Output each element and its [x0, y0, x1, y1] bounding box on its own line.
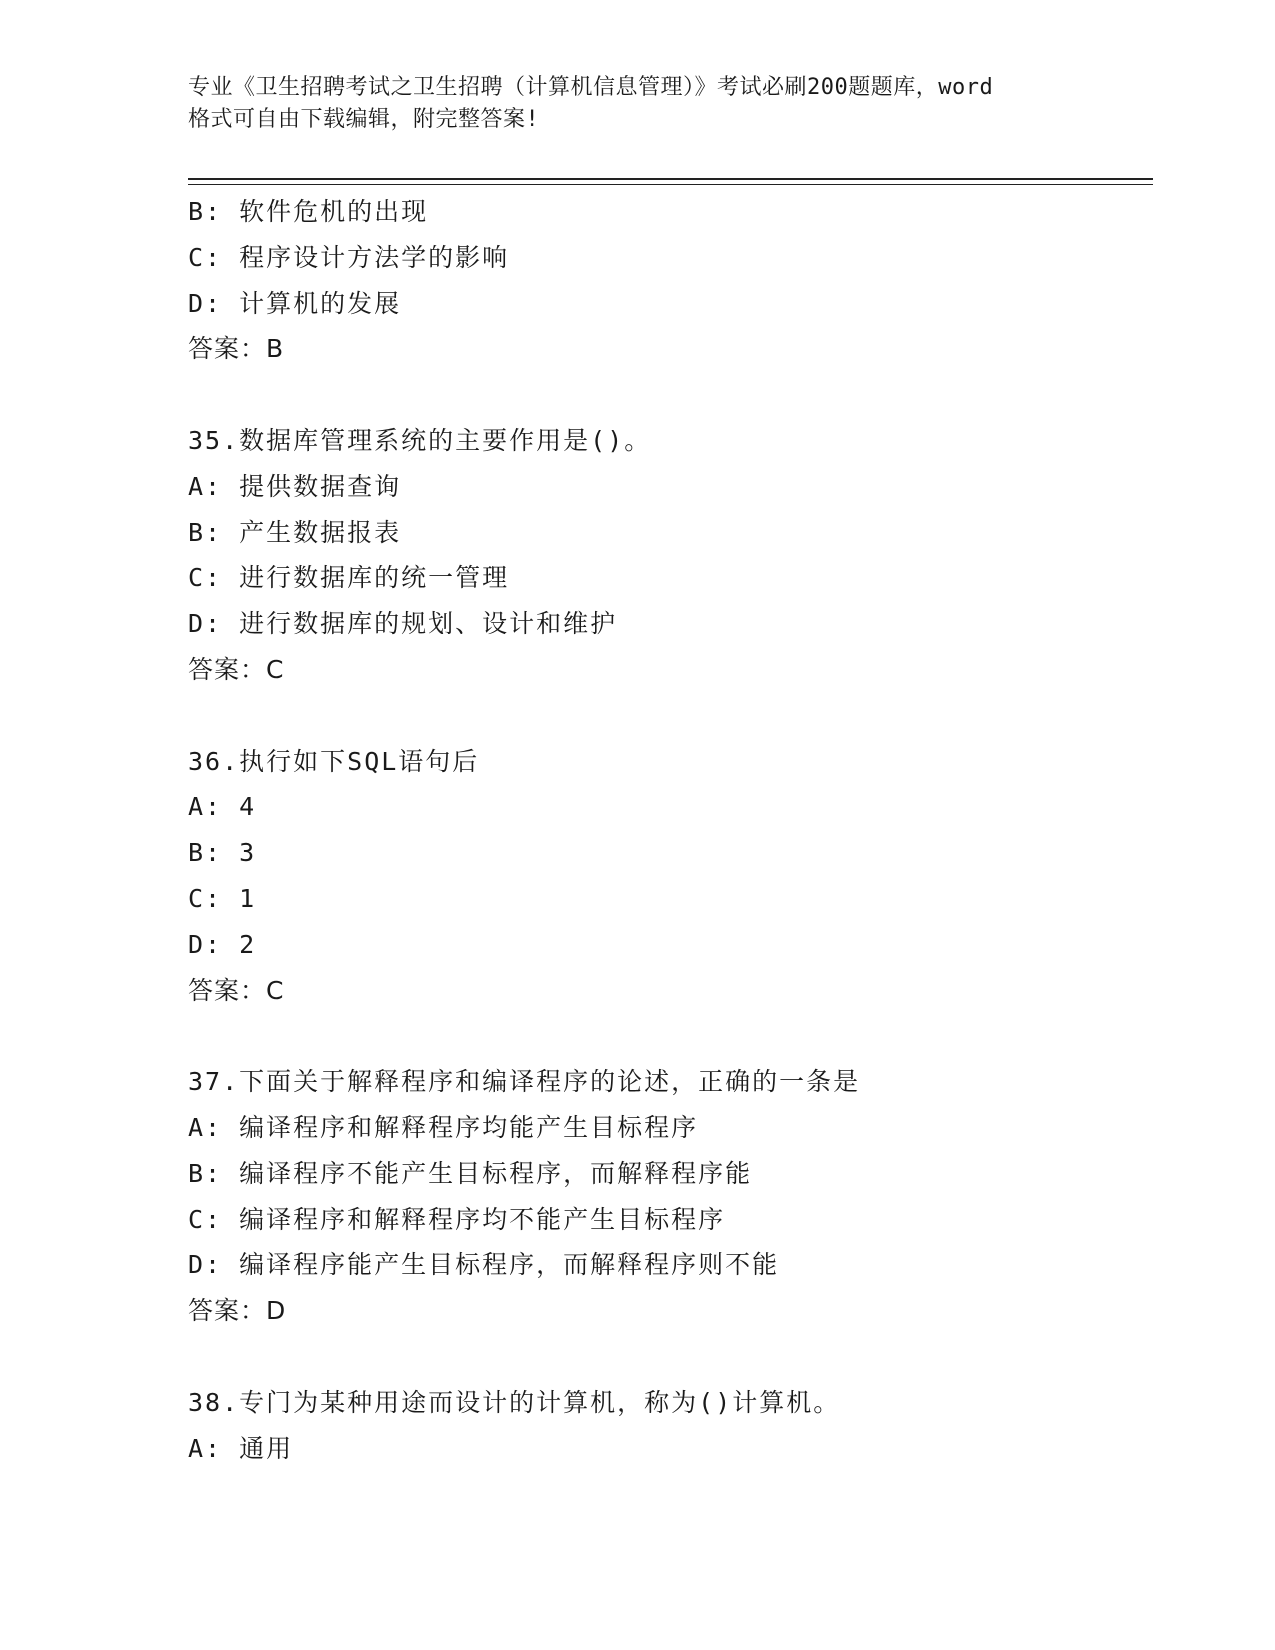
spacer	[188, 1013, 1153, 1059]
option-a: A: 提供数据查询	[188, 471, 402, 501]
header-title-line-1: 专业《卫生招聘考试之卫生招聘（计算机信息管理）》考试必刷200题题库，word	[188, 75, 994, 100]
header-divider-thin	[188, 184, 1153, 185]
question-stem: 35.数据库管理系统的主要作用是()。	[188, 425, 652, 455]
option-b: B: 编译程序不能产生目标程序，而解释程序能	[188, 1158, 753, 1188]
question-35	[188, 418, 1153, 693]
header-divider-thick	[188, 178, 1153, 180]
spacer	[188, 1334, 1153, 1380]
question-38	[188, 1380, 1153, 1472]
option-c: C: 进行数据库的统一管理	[188, 563, 510, 593]
option-c: C: 1	[188, 883, 257, 913]
question-36	[188, 739, 1153, 1014]
answer: 答案：D	[188, 1296, 287, 1326]
answer: 答案：C	[188, 654, 285, 684]
question-37	[188, 1059, 1153, 1334]
document-header	[188, 72, 1088, 136]
answer: 答案：B	[188, 334, 285, 364]
option-a: A: 4	[188, 792, 257, 822]
spacer	[188, 693, 1153, 739]
option-c: C: 程序设计方法学的影响	[188, 242, 510, 272]
spacer	[188, 372, 1153, 418]
option-d: D: 进行数据库的规划、设计和维护	[188, 609, 618, 639]
question-stem: 36.执行如下SQL语句后	[188, 746, 480, 776]
question-continued	[188, 189, 1153, 372]
option-b: B: 产生数据报表	[188, 517, 402, 547]
header-title-line-2: 格式可自由下载编辑，附完整答案!	[188, 107, 540, 132]
option-c: C: 编译程序和解释程序均不能产生目标程序	[188, 1204, 726, 1234]
answer: 答案：C	[188, 975, 285, 1005]
option-d: D: 2	[188, 929, 257, 959]
option-a: A: 通用	[188, 1433, 294, 1463]
option-b: B: 3	[188, 838, 257, 868]
question-stem: 38.专门为某种用途而设计的计算机，称为()计算机。	[188, 1387, 841, 1417]
option-b: B: 软件危机的出现	[188, 197, 429, 226]
question-list	[188, 189, 1153, 1471]
option-d: D: 编译程序能产生目标程序，而解释程序则不能	[188, 1250, 780, 1280]
question-stem: 37.下面关于解释程序和编译程序的论述，正确的一条是	[188, 1067, 861, 1097]
option-d: D: 计算机的发展	[188, 288, 402, 318]
option-a: A: 编译程序和解释程序均能产生目标程序	[188, 1112, 699, 1142]
